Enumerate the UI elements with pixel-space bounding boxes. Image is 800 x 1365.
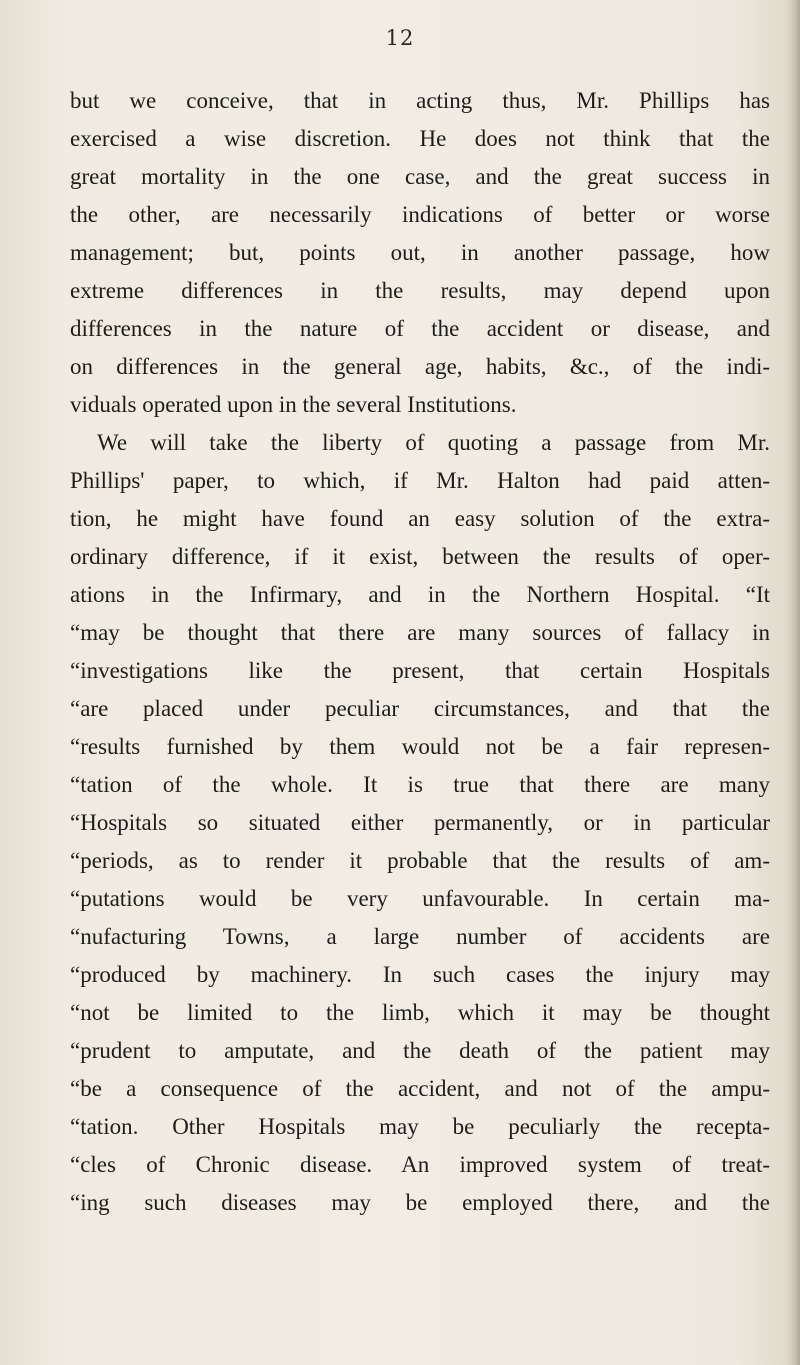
text-line: the other, are necessarily indications of better or worse (70, 202, 770, 227)
text-line: “nufacturing Towns, a large number of accidents are (70, 924, 770, 949)
text-line: We will take the liberty of quoting a passage from Mr. (97, 430, 770, 455)
text-line: “investigations like the present, that certain Hospitals (70, 658, 770, 683)
text-line: on differences in the general age, habits, &c., of the indi- (70, 354, 770, 379)
text-line: “tation of the whole. It is true that there are many (70, 772, 770, 797)
body-text (70, 82, 770, 1222)
text-line: but we conceive, that in acting thus, Mr. Phillips has (70, 88, 770, 113)
text-line: “results furnished by them would not be a fair represen- (70, 734, 770, 759)
text-line: “Hospitals so situated either permanently, or in particular (70, 810, 770, 835)
text-line: “putations would be very unfavourable. In certain ma- (70, 886, 770, 911)
text-line: “periods, as to render it probable that the results of am- (70, 848, 770, 873)
text-line: ations in the Infirmary, and in the Northern Hospital. “It (70, 582, 770, 607)
text-line: extreme differences in the results, may depend upon (70, 278, 770, 303)
text-line: “ing such diseases may be employed there, and the (70, 1190, 770, 1215)
text-line: management; but, points out, in another passage, how (70, 240, 770, 265)
text-line: “tation. Other Hospitals may be peculiarly the recepta- (70, 1114, 770, 1139)
text-line: “prudent to amputate, and the death of the patient may (70, 1038, 770, 1063)
text-line: “cles of Chronic disease. An improved system of treat- (70, 1152, 770, 1177)
text-line: “be a consequence of the accident, and not of the ampu- (70, 1076, 770, 1101)
text-line: exercised a wise discretion. He does not think that the (70, 126, 770, 151)
page-number: 12 (385, 26, 415, 50)
text-line: “not be limited to the limb, which it may be thought (70, 1000, 770, 1025)
text-line: tion, he might have found an easy solution of the extra- (70, 506, 770, 531)
text-line: “produced by machinery. In such cases the injury may (70, 962, 770, 987)
text-line: differences in the nature of the accident or disease, and (70, 316, 770, 341)
text-line: viduals operated upon in the several Institutions. (70, 392, 517, 417)
text-line: great mortality in the one case, and the great success in (70, 164, 770, 189)
page-edge-shadow (786, 0, 800, 1365)
text-line: Phillips' paper, to which, if Mr. Halton had paid atten- (70, 468, 770, 493)
text-line: ordinary difference, if it exist, between the results of oper- (70, 544, 770, 569)
text-line: “are placed under peculiar circumstances, and that the (70, 696, 770, 721)
text-line: “may be thought that there are many sources of fallacy in (70, 620, 770, 645)
